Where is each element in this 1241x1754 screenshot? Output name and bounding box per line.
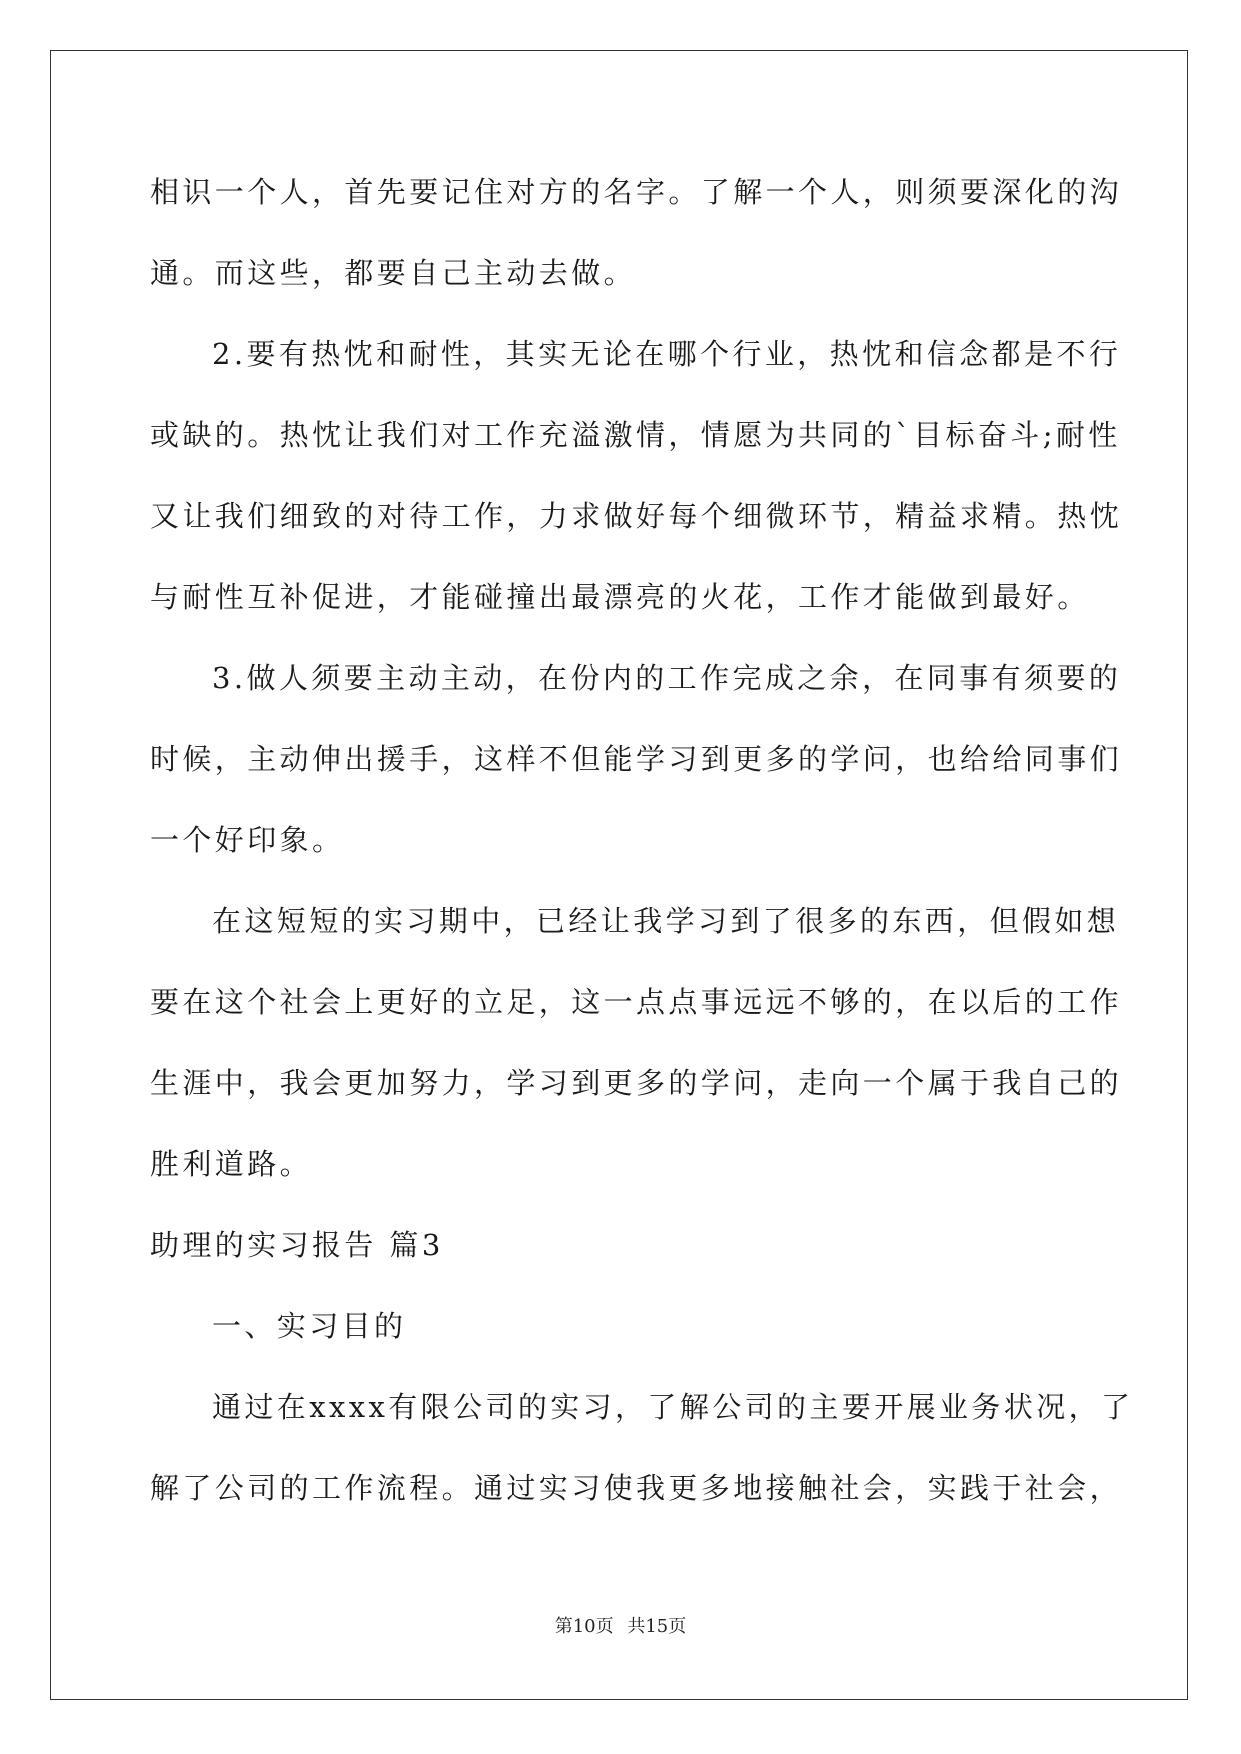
- text-line: 解了公司的工作流程。通过实习使我更多地接触社会，实践于社会，: [150, 1471, 1123, 1505]
- text-line: 又让我们细致的对待工作，力求做好每个细微环节，精益求精。热忱: [150, 499, 1123, 533]
- text-line: 胜利道路。: [150, 1147, 313, 1181]
- section-heading: 助理的实习报告 篇3: [150, 1228, 444, 1262]
- text-line: 与耐性互补促进，才能碰撞出最漂亮的火花，工作才能做到最好。: [150, 580, 1090, 614]
- text-line: 或缺的。热忱让我们对工作充溢激情，情愿为共同的`目标奋斗;耐性: [150, 418, 1121, 452]
- page-number: 第10页: [554, 1616, 614, 1637]
- text-line: 时候，主动伸出援手，这样不但能学习到更多的学问，也给给同事们: [150, 742, 1123, 776]
- page-total: 共15页: [627, 1616, 687, 1637]
- document-body: [150, 160, 1134, 1537]
- text-line: 3.做人须要主动主动，在份内的工作完成之余，在同事有须要的: [212, 661, 1122, 695]
- text-line: 在这短短的实习期中，已经让我学习到了很多的东西，但假如想: [212, 904, 1120, 938]
- subsection-heading: 一、实习目的: [212, 1309, 407, 1343]
- text-line: 一个好印象。: [150, 823, 345, 857]
- text-line: 2.要有热忱和耐性，其实无论在哪个行业，热忱和信念都是不行: [212, 337, 1122, 371]
- page-footer: [0, 1612, 1241, 1638]
- text-line: 通。而这些，都要自己主动去做。: [150, 256, 637, 290]
- text-line: 要在这个社会上更好的立足，这一点点事远远不够的，在以后的工作: [150, 985, 1123, 1019]
- text-line: 相识一个人，首先要记住对方的名字。了解一个人，则须要深化的沟: [150, 175, 1123, 209]
- text-line: 生涯中，我会更加努力，学习到更多的学问，走向一个属于我自己的: [150, 1066, 1123, 1100]
- text-line: 通过在xxxx有限公司的实习，了解公司的主要开展业务状况，了: [212, 1390, 1134, 1424]
